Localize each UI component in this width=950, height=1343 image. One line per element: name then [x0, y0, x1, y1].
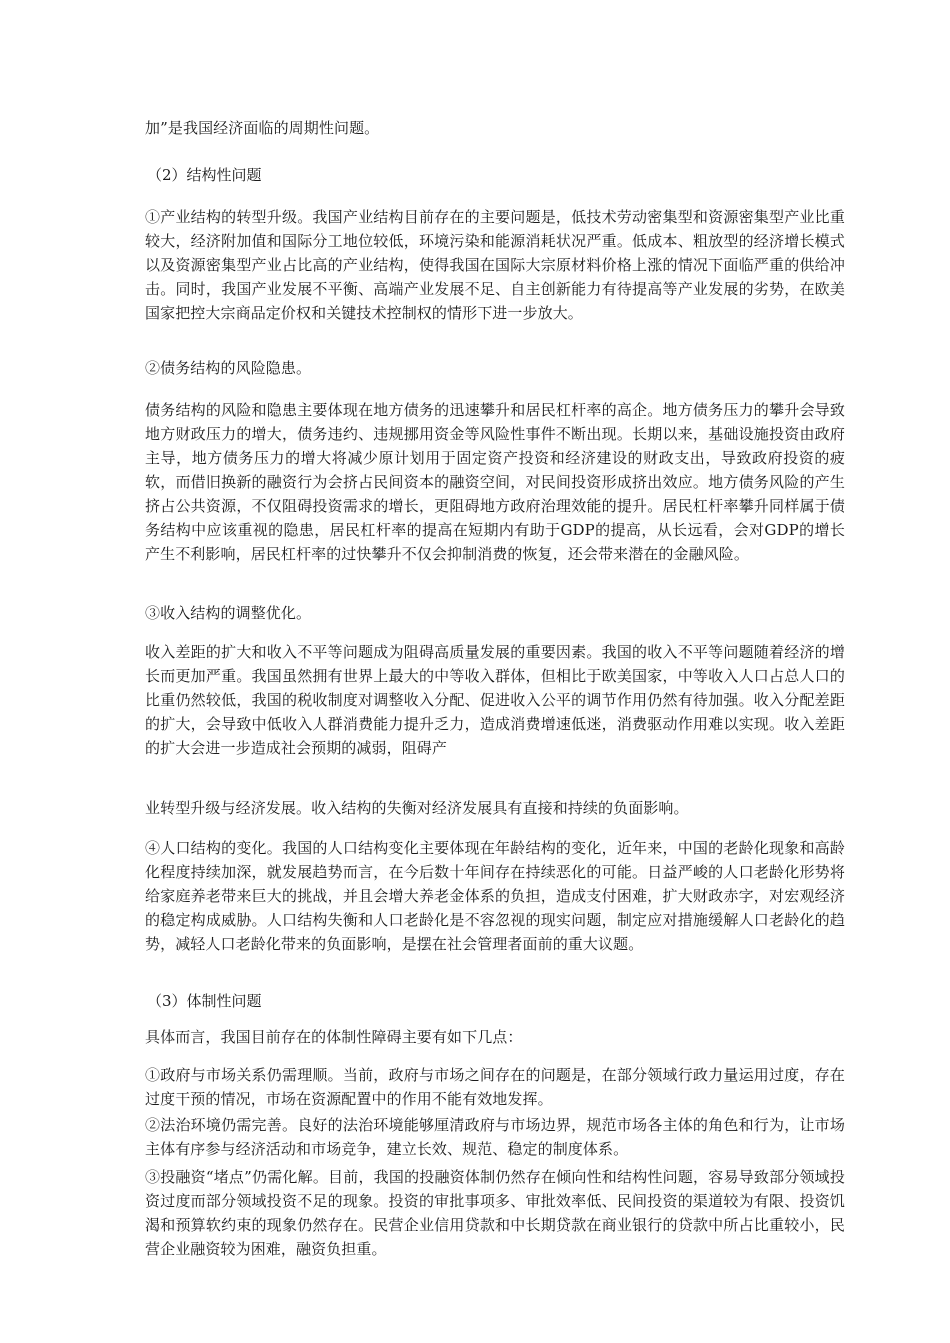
heading-structural-issues: （2）结构性问题 [147, 166, 262, 184]
paragraph-debt-structure: 债务结构的风险和隐患主要体现在地方债务的迅速攀升和居民杠杆率的高企。地方债务压力的攀升会导致地方财政压力的增大，债务违约、违规挪用资金等风险性事件不断出现。长期以来，基础设施投资由政府主导，地方债务压力的增大将减少原计划用于固定资产投资和经济建设的财政支出，导致政府投资的疲软，而借旧换新的融资行为会挤占民间资本的融资空间，对民间投资形成挤出效应。地方债务风险的产生挤占公共资源，不仅阻碍投资需求的增长，更阻碍地方政府治理效能的提升。居民杠杆率攀升同样属于债务结构中应该重视的隐患，居民杠杆率的提高在短期内有助于GDP的提高，从长远看，会对GDP的增长产生不利影响，居民杠杆率的过快攀升不仅会抑制消费的恢复，还会带来潜在的金融风险。 [145, 401, 845, 563]
paragraph-industrial-structure: ①产业结构的转型升级。我国产业结构目前存在的主要问题是，低技术劳动密集型和资源密集型产业比重较大，经济附加值和国际分工地位较低，环境污染和能源消耗状况严重。低成本、粗放型的经济增长模式以及资源密集型产业占比高的产业结构，使得我国在国际大宗原材料价格上涨的情况下面临严重的供给冲击。同时，我国产业发展不平衡、高端产业发展不足、自主创新能力有待提高等产业发展的劣势，在欧美国家把控大宗商品定价权和关键技术控制权的情形下进一步放大。 [145, 208, 845, 322]
paragraph-income-continued: 业转型升级与经济发展。收入结构的失衡对经济发展具有直接和持续的负面影响。 [145, 799, 689, 817]
paragraph-income-title: ③收入结构的调整优化。 [145, 604, 312, 622]
paragraph-population-structure: ④人口结构的变化。我国的人口结构变化主要体现在年龄结构的变化，近年来，中国的老龄化现象和高龄化程度持续加深，就发展趋势而言，在今后数十年间存在持续恶化的可能。日益严峻的人口老龄化形势将给家庭养老带来巨大的挑战，并且会增大养老金体系的负担，造成支付困难，扩大财政赤字，对宏观经济的稳定构成威胁。人口结构失衡和人口老龄化是不容忽视的现实问题，制定应对措施缓解人口老龄化的趋势，减轻人口老龄化带来的负面影响，是摆在社会管理者面前的重大议题。 [145, 839, 845, 953]
paragraph-income-structure: 收入差距的扩大和收入不平等问题成为阻碍高质量发展的重要因素。我国的收入不平等问题随着经济的增长而更加严重。我国虽然拥有世界上最大的中等收入群体，但相比于欧美国家，中等收入人口占总人口的比重仍然较低，我国的税收制度对调整收入分配、促进收入公平的调节作用仍然有待加强。收入分配差距的扩大，会导致中低收入人群消费能力提升乏力，造成消费增速低迷，消费驱动作用难以实现。收入差距的扩大会进一步造成社会预期的减弱，阻碍产 [145, 643, 845, 757]
paragraph-debt-title: ②债务结构的风险隐患。 [145, 359, 312, 377]
paragraph-government-market: ①政府与市场关系仍需理顺。当前，政府与市场之间存在的问题是，在部分领域行政力量运用过度，存在过度干预的情况，市场在资源配置中的作用不能有效地发挥。 [145, 1066, 845, 1108]
paragraph-investment-financing: ③投融资“堵点”仍需化解。目前，我国的投融资体制仍然存在倾向性和结构性问题，容易导致部分领域投资过度而部分领域投资不足的现象。投资的审批事项多、审批效率低、民间投资的渠道较为有限、投资饥渴和预算软约束的现象仍然存在。民营企业信用贷款和中长期贷款在商业银行的贷款中所占比重较小，民营企业融资较为困难，融资负担重。 [145, 1168, 845, 1258]
paragraph-institutional-intro: 具体而言，我国目前存在的体制性障碍主要有如下几点： [145, 1028, 523, 1046]
heading-institutional-issues: （3）体制性问题 [147, 992, 262, 1010]
paragraph-rule-of-law: ②法治环境仍需完善。良好的法治环境能够厘清政府与市场边界，规范市场各主体的角色和行为，让市场主体有序参与经济活动和市场竞争，建立长效、规范、稳定的制度体系。 [145, 1116, 845, 1158]
paragraph-intro-end: 加”是我国经济面临的周期性问题。 [145, 119, 380, 137]
